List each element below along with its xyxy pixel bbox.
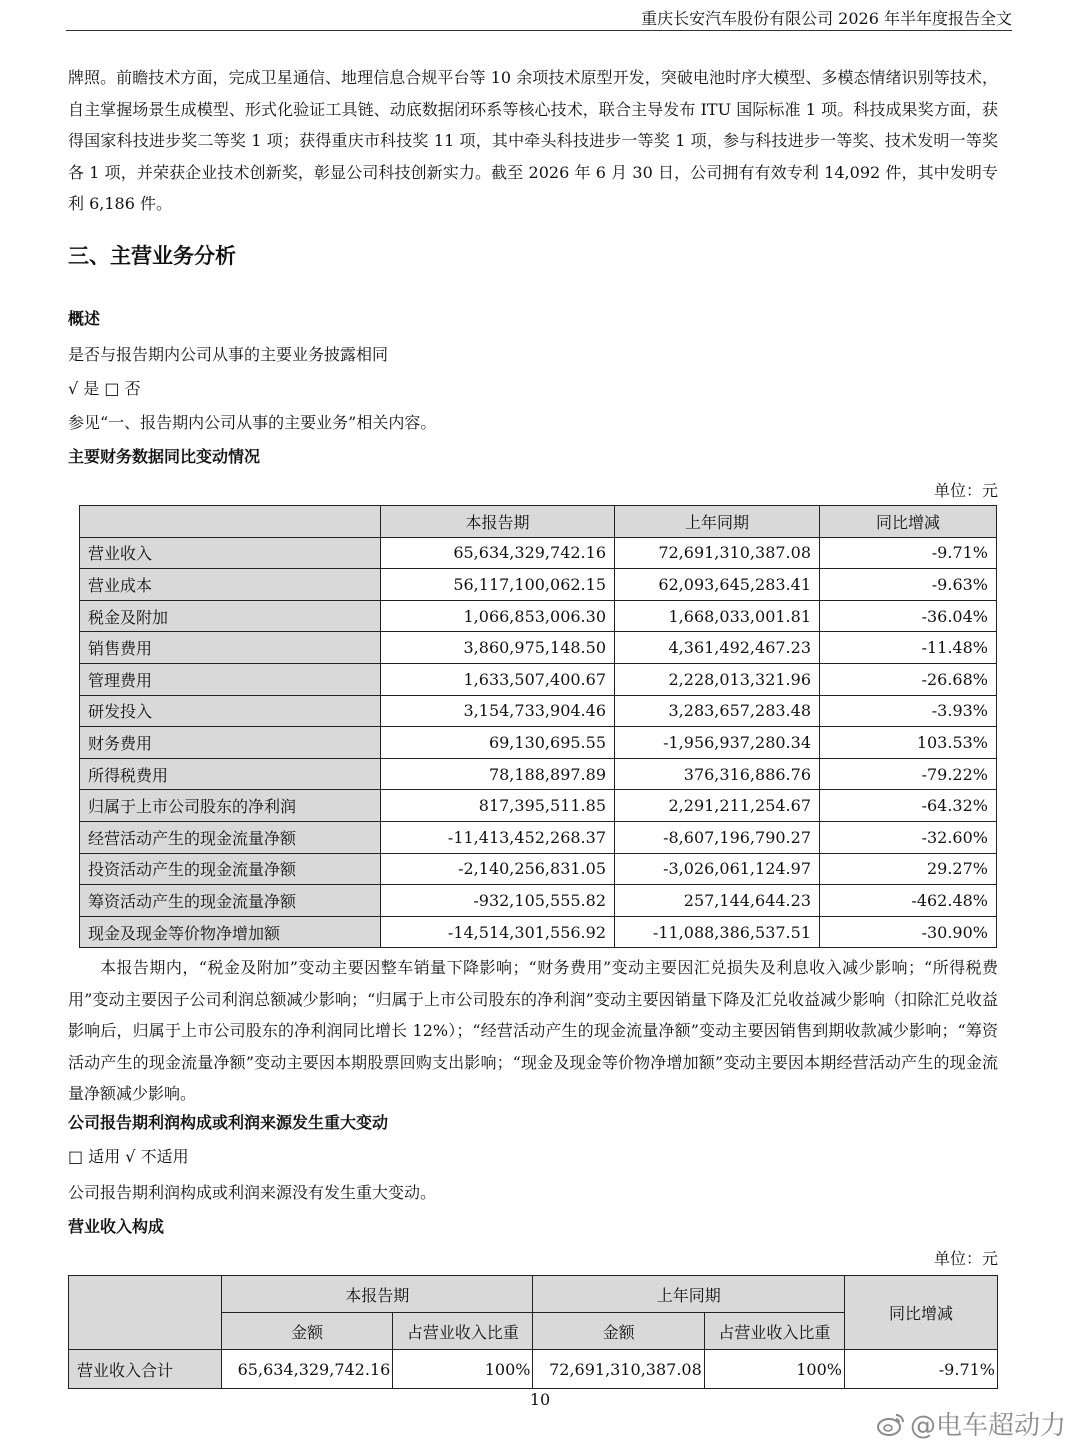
- cell-current: 56,117,100,062.15: [381, 569, 615, 601]
- fin-table-title: 主要财务数据同比变动情况: [68, 447, 261, 466]
- header-cell-amount: 金额: [222, 1313, 393, 1350]
- row-label: 销售费用: [80, 632, 381, 664]
- overview-reference: 参见“一、报告期内公司从事的主要业务”相关内容。: [68, 413, 437, 432]
- row-label: 经营活动产生的现金流量净额: [80, 821, 381, 853]
- cell-yoy: -79.22%: [820, 758, 997, 790]
- row-label: 税金及附加: [80, 600, 381, 632]
- header-cell-share: 占营业收入比重: [704, 1313, 844, 1350]
- cell-current: 3,154,733,904.46: [381, 695, 615, 727]
- page-number: 10: [529, 1390, 551, 1409]
- page-header: [66, 0, 1012, 31]
- row-label: 研发投入: [80, 695, 381, 727]
- cell-yoy: 103.53%: [820, 727, 997, 759]
- row-label: 投资活动产生的现金流量净额: [80, 853, 381, 885]
- watermark-text: @电车超动力: [909, 1411, 1066, 1441]
- overview-title: 概述: [68, 309, 101, 328]
- header-cell-blank: [80, 506, 381, 538]
- table-row: [80, 727, 997, 759]
- cell-current: 1,633,507,400.67: [381, 663, 615, 695]
- row-label: 管理费用: [80, 663, 381, 695]
- header-cell-amount: 金额: [533, 1313, 704, 1350]
- cell-yoy: -9.63%: [820, 569, 997, 601]
- cell-current: 817,395,511.85: [381, 790, 615, 822]
- section-title: 三、主营业务分析: [68, 244, 236, 268]
- row-label: 所得税费用: [80, 758, 381, 790]
- watermark: [876, 1405, 1066, 1442]
- table-row: [80, 916, 997, 948]
- row-label: 现金及现金等价物净增加额: [80, 916, 381, 948]
- financial-table-body: [80, 537, 997, 948]
- weibo-logo-icon: [876, 1411, 906, 1437]
- cell-yoy: 29.27%: [820, 853, 997, 885]
- table-row: [80, 569, 997, 601]
- table-row: [80, 821, 997, 853]
- table-row: [69, 1350, 998, 1389]
- table-row: [80, 632, 997, 664]
- revenue-table-title: 营业收入构成: [68, 1217, 165, 1236]
- cell-yoy: -26.68%: [820, 663, 997, 695]
- cell-current: -14,514,301,556.92: [381, 916, 615, 948]
- cell-prior: -3,026,061,124.97: [615, 853, 820, 885]
- cell-prior: 376,316,886.76: [615, 758, 820, 790]
- profit-change-text: 公司报告期利润构成或利润来源没有发生重大变动。: [68, 1183, 437, 1202]
- header-title: 重庆长安汽车股份有限公司 2026 年半年度报告全文: [641, 9, 1012, 28]
- table-row: [80, 758, 997, 790]
- table-row: [80, 790, 997, 822]
- table-row: [80, 853, 997, 885]
- overview-answer: √ 是 □ 否: [68, 379, 141, 398]
- revenue-composition-table: [68, 1275, 998, 1389]
- intro-paragraph: 牌照。前瞻技术方面，完成卫星通信、地理信息合规平台等 10 余项技术原型开发，突破电池时序大模型、多模态情绪识别等技术，自主掌握场景生成模型、形式化验证工具链、动底数据闭环系等核心技术，联合主导发布 ITU 国际标准 1 项。科技成果奖方面，获得国家科技进步奖二等奖 1 项；获得重庆市科技奖 11 项，其中牵头科技进步一等奖 1 项，参与科技进步一等奖、技术发明一等奖各 1 项，并荣获企业技术创新奖，彰显公司科技创新实力。截至 2026 年 6 月 30 日，公司拥有有效专利 14,092 件，其中发明专利 6,186 件。: [68, 68, 998, 213]
- cell-prior: 62,093,645,283.41: [615, 569, 820, 601]
- cell-yoy: -462.48%: [820, 885, 997, 917]
- cell-prior: 2,228,013,321.96: [615, 663, 820, 695]
- cell-current: -2,140,256,831.05: [381, 853, 615, 885]
- header-cell-yoy: 同比增减: [845, 1276, 998, 1350]
- cell-prior: 257,144,644.23: [615, 885, 820, 917]
- cell-yoy: -9.71%: [845, 1350, 998, 1389]
- cell-yoy: -36.04%: [820, 600, 997, 632]
- table-row: [80, 600, 997, 632]
- cell-yoy: -3.93%: [820, 695, 997, 727]
- fin-table-unit: 单位：元: [933, 481, 998, 500]
- table-header-row: [80, 506, 997, 538]
- profit-change-title: 公司报告期利润构成或利润来源发生重大变动: [68, 1113, 389, 1132]
- table-row: [80, 663, 997, 695]
- cell-current: 3,860,975,148.50: [381, 632, 615, 664]
- cell-yoy: -32.60%: [820, 821, 997, 853]
- cell-amount-prior: 72,691,310,387.08: [533, 1350, 704, 1389]
- cell-yoy: -11.48%: [820, 632, 997, 664]
- cell-current: -932,105,555.82: [381, 885, 615, 917]
- header-cell-prior-period: 上年同期: [533, 1276, 845, 1313]
- row-label: 营业成本: [80, 569, 381, 601]
- cell-prior: 72,691,310,387.08: [615, 537, 820, 569]
- overview-question: 是否与报告期内公司从事的主要业务披露相同: [68, 345, 389, 364]
- cell-prior: -1,956,937,280.34: [615, 727, 820, 759]
- cell-amount-current: 65,634,329,742.16: [222, 1350, 393, 1389]
- cell-prior: 4,361,492,467.23: [615, 632, 820, 664]
- financial-data-table: [79, 505, 997, 948]
- cell-current: 65,634,329,742.16: [381, 537, 615, 569]
- revenue-table-unit: 单位：元: [933, 1249, 998, 1268]
- table-row: [80, 537, 997, 569]
- row-label: 营业收入: [80, 537, 381, 569]
- profit-change-answer: □ 适用 √ 不适用: [68, 1147, 189, 1166]
- header-cell-blank: [69, 1276, 222, 1350]
- cell-current: 78,188,897.89: [381, 758, 615, 790]
- cell-yoy: -64.32%: [820, 790, 997, 822]
- cell-current: 69,130,695.55: [381, 727, 615, 759]
- cell-prior: -11,088,386,537.51: [615, 916, 820, 948]
- cell-prior: 3,283,657,283.48: [615, 695, 820, 727]
- cell-current: 1,066,853,006.30: [381, 600, 615, 632]
- cell-current: -11,413,452,268.37: [381, 821, 615, 853]
- header-cell-prior: 上年同期: [615, 506, 820, 538]
- table-row: [80, 885, 997, 917]
- cell-yoy: -30.90%: [820, 916, 997, 948]
- row-label: 财务费用: [80, 727, 381, 759]
- header-cell-share: 占营业收入比重: [393, 1313, 533, 1350]
- row-label: 归属于上市公司股东的净利润: [80, 790, 381, 822]
- cell-share-prior: 100%: [704, 1350, 844, 1389]
- header-cell-current: 本报告期: [381, 506, 615, 538]
- cell-prior: 2,291,211,254.67: [615, 790, 820, 822]
- table-header-row: [69, 1276, 998, 1313]
- row-label: 筹资活动产生的现金流量净额: [80, 885, 381, 917]
- row-label: 营业收入合计: [69, 1350, 222, 1389]
- cell-prior: 1,668,033,001.81: [615, 600, 820, 632]
- cell-prior: -8,607,196,790.27: [615, 821, 820, 853]
- table-row: [80, 695, 997, 727]
- header-cell-current-period: 本报告期: [222, 1276, 533, 1313]
- cell-share-current: 100%: [393, 1350, 533, 1389]
- cell-yoy: -9.71%: [820, 537, 997, 569]
- fin-note-paragraph: 本报告期内，“税金及附加”变动主要因整车销量下降影响；“财务费用”变动主要因汇兑损失及利息收入减少影响；“所得税费用”变动主要因子公司利润总额减少影响；“归属于上市公司股东的净利润”变动主要因销量下降及汇兑收益减少影响（扣除汇兑收益影响后，归属于上市公司股东的净利润同比增长 12%）；“经营活动产生的现金流量净额”变动主要因销售到期收款减少影响；“筹资活动产生的现金流量净额”变动主要因本期股票回购支出影响；“现金及现金等价物净增加额”变动主要因本期经营活动产生的现金流量净额减少影响。: [68, 958, 998, 1103]
- header-cell-yoy: 同比增减: [820, 506, 997, 538]
